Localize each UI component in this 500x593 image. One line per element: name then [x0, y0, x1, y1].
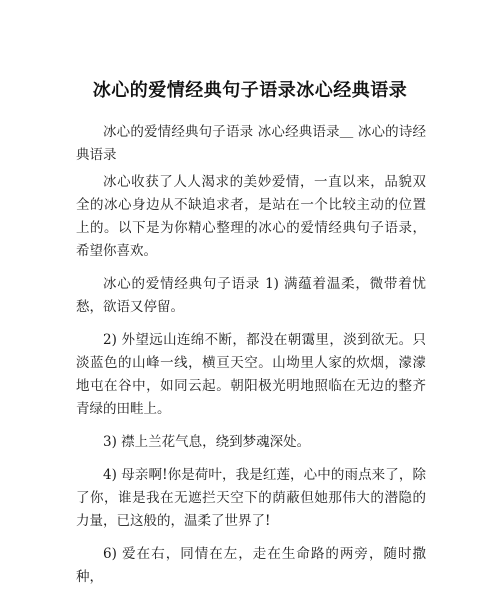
- paragraph-quote-4: 4) 母亲啊!你是荷叶，我是红莲，心中的雨点来了，除了你，谁是我在无遮拦天空下的荫蔽但她那伟大的潜隐的力量，已这般的，温柔了世界了!: [76, 467, 426, 529]
- paragraph-intro-links: 冰心的爱情经典句子语录 冰心经典语录＿ 冰心的诗经典语录: [76, 124, 426, 163]
- paragraph-summary: 冰心收获了人人渴求的美妙爱情，一直以来，品貌双全的冰心身边从不缺追求者，是站在一个比较主动的位置上的。以下是为你精心整理的冰心的爱情经典句子语录，希望你喜欢。: [76, 174, 426, 259]
- paragraph-quote-2: 2) 外望远山连绵不断，都没在朝霭里，淡到欲无。只淡蓝色的山峰一线，横亘天空。山坳里人家的炊烟，濛濛地屯在谷中，如同云起。朝阳极光明地照临在无边的整齐青绿的田畦上。: [76, 332, 426, 417]
- paragraph-quote-6: 6) 爱在右，同情在左，走在生命路的两旁，随时撒种，: [76, 546, 426, 585]
- paragraph-quote-3: 3) 襟上兰花气息，绕到梦魂深处。: [103, 434, 311, 450]
- paragraph-quote-1: 冰心的爱情经典句子语录 1) 满蕴着温柔，微带着忧愁，欲语又停留。: [76, 276, 426, 315]
- document-title: 冰心的爱情经典句子语录冰心经典语录: [92, 80, 408, 101]
- document-body: [76, 121, 426, 593]
